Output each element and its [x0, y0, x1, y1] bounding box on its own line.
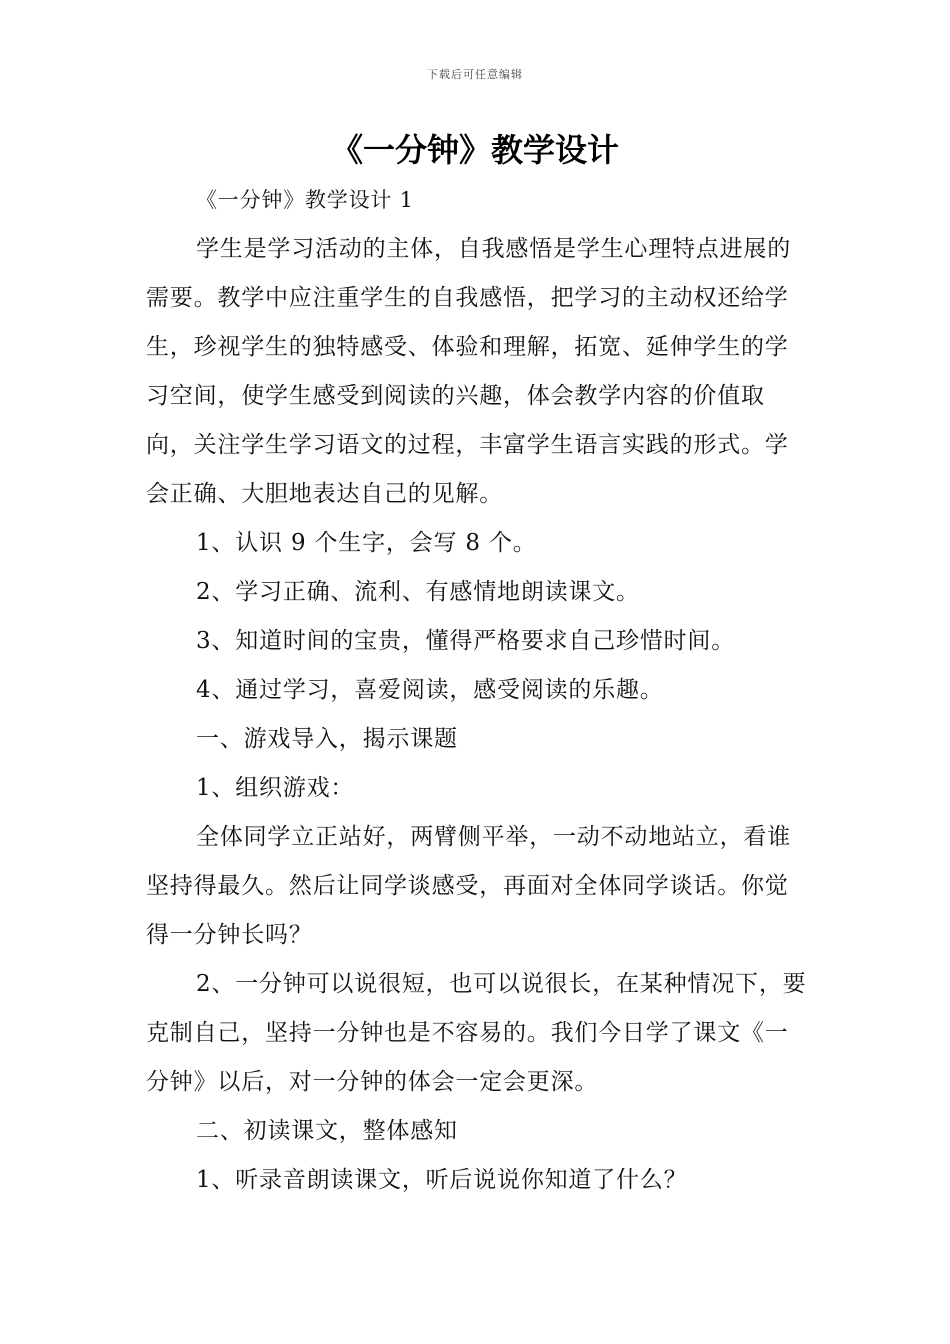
- objective-item-4: 4、通过学习，喜爱阅读，感受阅读的乐趣。: [196, 677, 664, 703]
- document-body: [146, 176, 810, 1205]
- section-subtitle: 《一分钟》教学设计 1: [196, 188, 414, 212]
- game-description-paragraph: 全体同学立正站好，两臂侧平举，一动不动地站立，看谁坚持得最久。然后让同学谈感受，再面对全体同学谈话。你觉得一分钟长吗？: [146, 824, 791, 948]
- section-heading-2: 二、初读课文，整体感知: [196, 1118, 458, 1144]
- reading-step-1: 1、听录音朗读课文，听后说说你知道了什么？: [196, 1167, 688, 1193]
- intro-paragraph: 学生是学习活动的主体，自我感悟是学生心理特点进展的需要。教学中应注重学生的自我感悟，把学习的主动权还给学生，珍视学生的独特感受、体验和理解，拓宽、延伸学生的学习空间，使学生感受到阅读的兴趣，体会教学内容的价值取向，关注学生学习语文的过程，丰富学生语言实践的形式。学会正确、大胆地表达自己的见解。: [146, 236, 791, 507]
- objective-item-2: 2、学习正确、流利、有感情地朗读课文。: [196, 579, 640, 605]
- objective-item-1: 1、认识 9 个生字，会写 8 个。: [196, 530, 537, 556]
- section-heading-1: 一、游戏导入，揭示课题: [196, 726, 458, 752]
- objective-item-3: 3、知道时间的宝贵，懂得严格要求自己珍惜时间。: [196, 628, 736, 654]
- header-note: 下载后可任意编辑: [427, 68, 523, 81]
- step-item-2: 2、一分钟可以说很短，也可以说很长，在某种情况下，要克制自己，坚持一分钟也是不容易的。我们今日学了课文《一分钟》以后，对一分钟的体会一定会更深。: [146, 971, 807, 1095]
- step-item-1: 1、组织游戏：: [196, 775, 355, 801]
- document-title: 《一分钟》教学设计: [330, 131, 619, 169]
